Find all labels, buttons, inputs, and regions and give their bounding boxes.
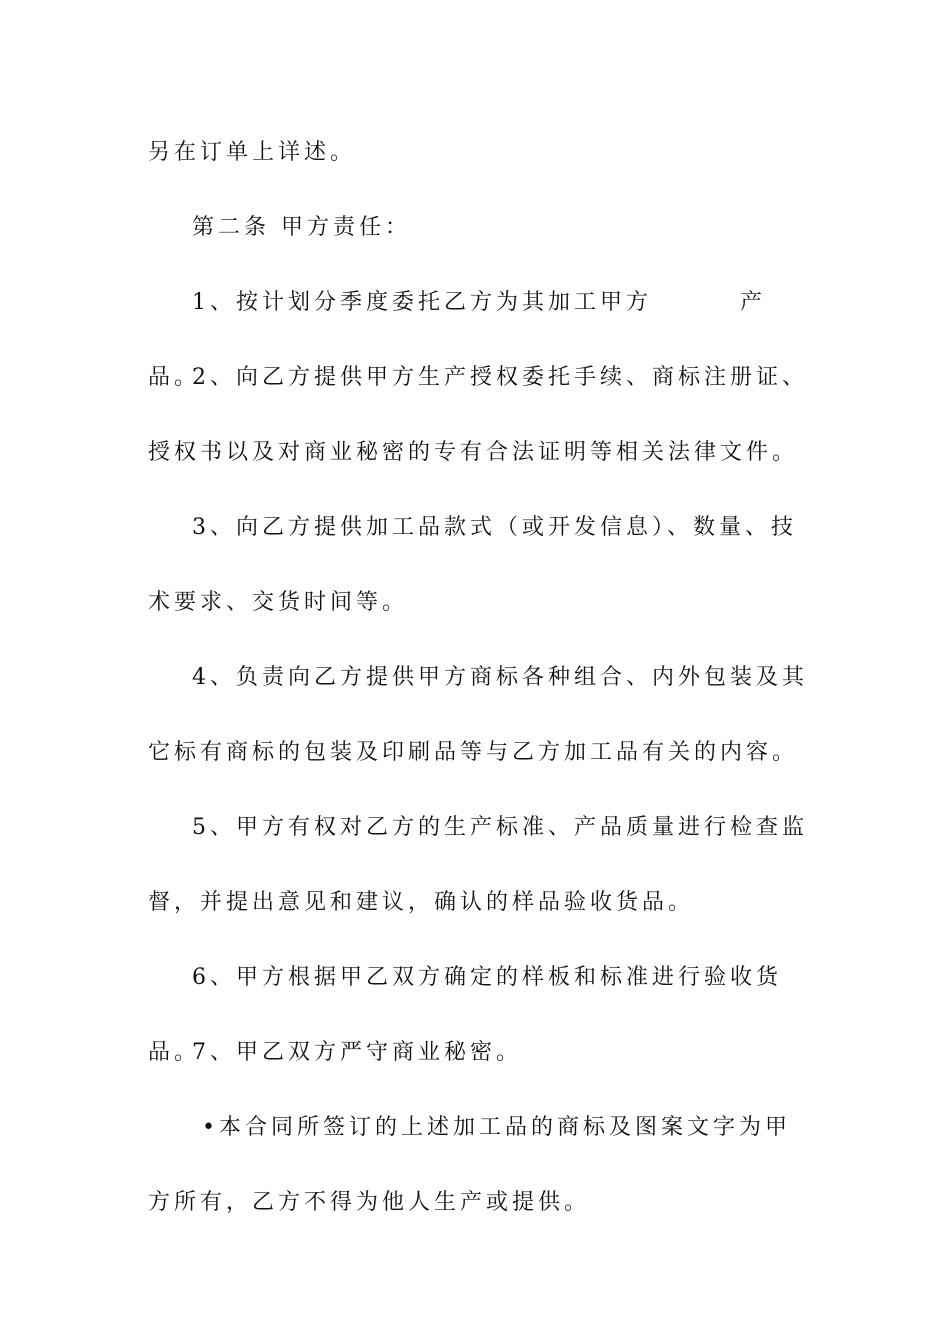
clause-5: 5、甲方有权对乙方的生产标准、产品质量进行检查监督，并提出意见和建议，确认的样品验收货品。 xyxy=(148,815,808,915)
bullet-clause: •本合同所签订的上述加工品的商标及图案文字为甲方所有，乙方不得为他人生产或提供。 xyxy=(148,1115,791,1215)
clause-7: 7、甲乙双方严守商业秘密。 xyxy=(192,1040,522,1065)
clause-3: 3、向乙方提供加工品款式（或开发信息）、数量、技术要求、交货时间等。 xyxy=(148,515,797,615)
clause-2: 2、向乙方提供甲方生产授权委托手续、商标注册证、授权书以及对商业秘密的专有合法证明等相关法律文件。 xyxy=(148,365,808,465)
paragraph-continuation: 另在订单上详述。 xyxy=(148,140,357,165)
article-heading: 第二条 甲方责任： xyxy=(192,215,411,240)
clause-1: 1、按计划分季度委托乙方为其加工甲方 产品。 xyxy=(148,290,766,390)
clause-6: 6、甲方根据甲乙双方确定的样板和标准进行验收货品。 xyxy=(148,965,782,1065)
clause-4: 4、负责向乙方提供甲方商标各种组合、内外包装及其它标有商标的包装及印刷品等与乙方加工品有关的内容。 xyxy=(148,665,808,765)
